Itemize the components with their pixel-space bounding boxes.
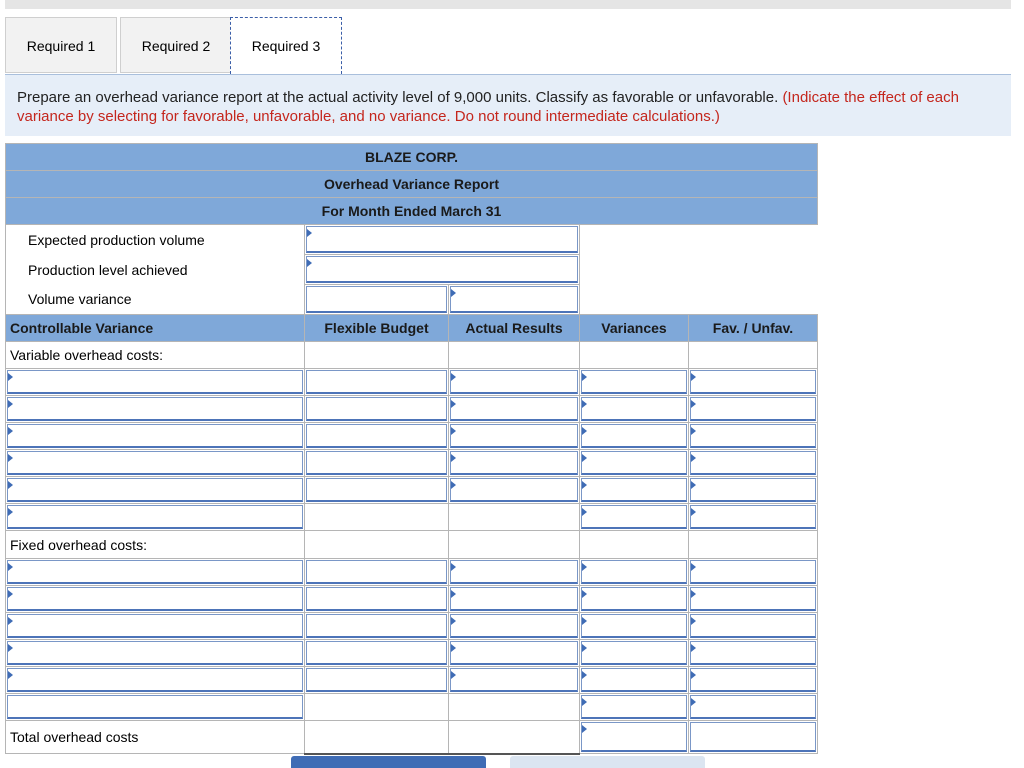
expected-volume-input[interactable] [306, 226, 578, 253]
fixed-cost-row [6, 559, 818, 586]
flexible-budget-input[interactable] [306, 478, 447, 502]
variance-input[interactable] [581, 451, 687, 475]
total-overhead-fav-unfav-input[interactable] [690, 722, 816, 752]
variable-cost-row [6, 396, 818, 423]
instructions-panel [5, 74, 1011, 136]
fav-unfav-select[interactable] [690, 397, 816, 421]
variable-cost-name-select[interactable] [7, 451, 303, 475]
flexible-budget-input[interactable] [306, 451, 447, 475]
variable-total-fav-unfav-select[interactable] [690, 505, 816, 529]
column-actual-results: Actual Results [449, 315, 580, 342]
company-name: BLAZE CORP. [6, 144, 818, 171]
fixed-cost-row [6, 667, 818, 694]
variable-overhead-label: Variable overhead costs: [6, 342, 305, 369]
report-period: For Month Ended March 31 [6, 198, 818, 225]
variance-input[interactable] [581, 397, 687, 421]
variance-input[interactable] [581, 614, 687, 638]
variance-input[interactable] [581, 560, 687, 584]
fixed-total-row [6, 694, 818, 721]
flexible-budget-input[interactable] [306, 587, 447, 611]
variable-total-name-select[interactable] [7, 505, 303, 529]
column-variances: Variances [580, 315, 689, 342]
volume-variance-amount-input[interactable] [306, 286, 447, 313]
flexible-budget-input[interactable] [306, 397, 447, 421]
next-button[interactable] [510, 756, 705, 768]
fav-unfav-select[interactable] [690, 587, 816, 611]
variable-cost-row [6, 450, 818, 477]
fixed-cost-row [6, 640, 818, 667]
actual-results-input[interactable] [450, 451, 578, 475]
fixed-total-variance-input[interactable] [581, 695, 687, 719]
fav-unfav-select[interactable] [690, 370, 816, 394]
instructions-text: Prepare an overhead variance report at the actual activity level of 9,000 units. Classify as favorable or unfavorable. [17, 89, 779, 106]
fixed-cost-name-select[interactable] [7, 587, 303, 611]
fixed-overhead-label: Fixed overhead costs: [6, 531, 305, 559]
actual-results-input[interactable] [450, 614, 578, 638]
production-achieved-label: Production level achieved [6, 255, 305, 285]
volume-variance-fav-unfav-select[interactable] [450, 286, 578, 313]
variance-input[interactable] [581, 587, 687, 611]
variable-cost-row [6, 477, 818, 504]
variance-input[interactable] [581, 478, 687, 502]
instructions-note: (Indicate the effect of each variance by selecting for favorable, unfavorable, and no variance. Do not round intermediate calculations.) [17, 89, 959, 125]
total-overhead-variance-input[interactable] [581, 722, 687, 752]
fixed-cost-name-select[interactable] [7, 560, 303, 584]
variable-cost-row [6, 369, 818, 396]
fixed-cost-name-select[interactable] [7, 641, 303, 665]
actual-results-input[interactable] [450, 587, 578, 611]
fav-unfav-select[interactable] [690, 668, 816, 692]
volume-variance-label: Volume variance [6, 285, 305, 315]
total-overhead-label: Total overhead costs [6, 721, 305, 754]
variable-cost-name-select[interactable] [7, 370, 303, 394]
fixed-total-name-input[interactable] [7, 695, 303, 719]
variable-cost-name-select[interactable] [7, 478, 303, 502]
variance-input[interactable] [581, 424, 687, 448]
flexible-budget-input[interactable] [306, 370, 447, 394]
tab-required-2[interactable]: Required 2 [120, 17, 232, 73]
flexible-budget-input[interactable] [306, 424, 447, 448]
actual-results-input[interactable] [450, 478, 578, 502]
fixed-cost-row [6, 586, 818, 613]
controllable-variance-label: Controllable Variance [6, 315, 305, 342]
fav-unfav-select[interactable] [690, 424, 816, 448]
variance-input[interactable] [581, 668, 687, 692]
fav-unfav-select[interactable] [690, 641, 816, 665]
fav-unfav-select[interactable] [690, 451, 816, 475]
flexible-budget-input[interactable] [306, 560, 447, 584]
variable-cost-name-select[interactable] [7, 424, 303, 448]
actual-results-input[interactable] [450, 370, 578, 394]
variable-cost-row [6, 423, 818, 450]
fav-unfav-select[interactable] [690, 614, 816, 638]
actual-results-input[interactable] [450, 397, 578, 421]
previous-button[interactable] [291, 756, 486, 768]
column-fav-unfav: Fav. / Unfav. [689, 315, 818, 342]
fav-unfav-select[interactable] [690, 560, 816, 584]
fixed-cost-name-select[interactable] [7, 614, 303, 638]
variable-cost-name-select[interactable] [7, 397, 303, 421]
tab-required-3[interactable]: Required 3 [230, 17, 342, 74]
actual-results-input[interactable] [450, 668, 578, 692]
overhead-variance-report [5, 143, 818, 755]
variable-total-row [6, 504, 818, 531]
fixed-cost-name-select[interactable] [7, 668, 303, 692]
column-flexible-budget: Flexible Budget [305, 315, 449, 342]
report-title: Overhead Variance Report [6, 171, 818, 198]
fixed-total-fav-unfav-select[interactable] [690, 695, 816, 719]
fav-unfav-select[interactable] [690, 478, 816, 502]
production-achieved-input[interactable] [306, 256, 578, 283]
flexible-budget-input[interactable] [306, 668, 447, 692]
variance-input[interactable] [581, 370, 687, 394]
flexible-budget-input[interactable] [306, 614, 447, 638]
expected-volume-label: Expected production volume [6, 225, 305, 255]
top-progress-bar [5, 0, 1011, 9]
actual-results-input[interactable] [450, 424, 578, 448]
variable-total-variance-input[interactable] [581, 505, 687, 529]
tab-required-1[interactable]: Required 1 [5, 17, 117, 73]
fixed-cost-row [6, 613, 818, 640]
actual-results-input[interactable] [450, 560, 578, 584]
flexible-budget-input[interactable] [306, 641, 447, 665]
actual-results-input[interactable] [450, 641, 578, 665]
variance-input[interactable] [581, 641, 687, 665]
